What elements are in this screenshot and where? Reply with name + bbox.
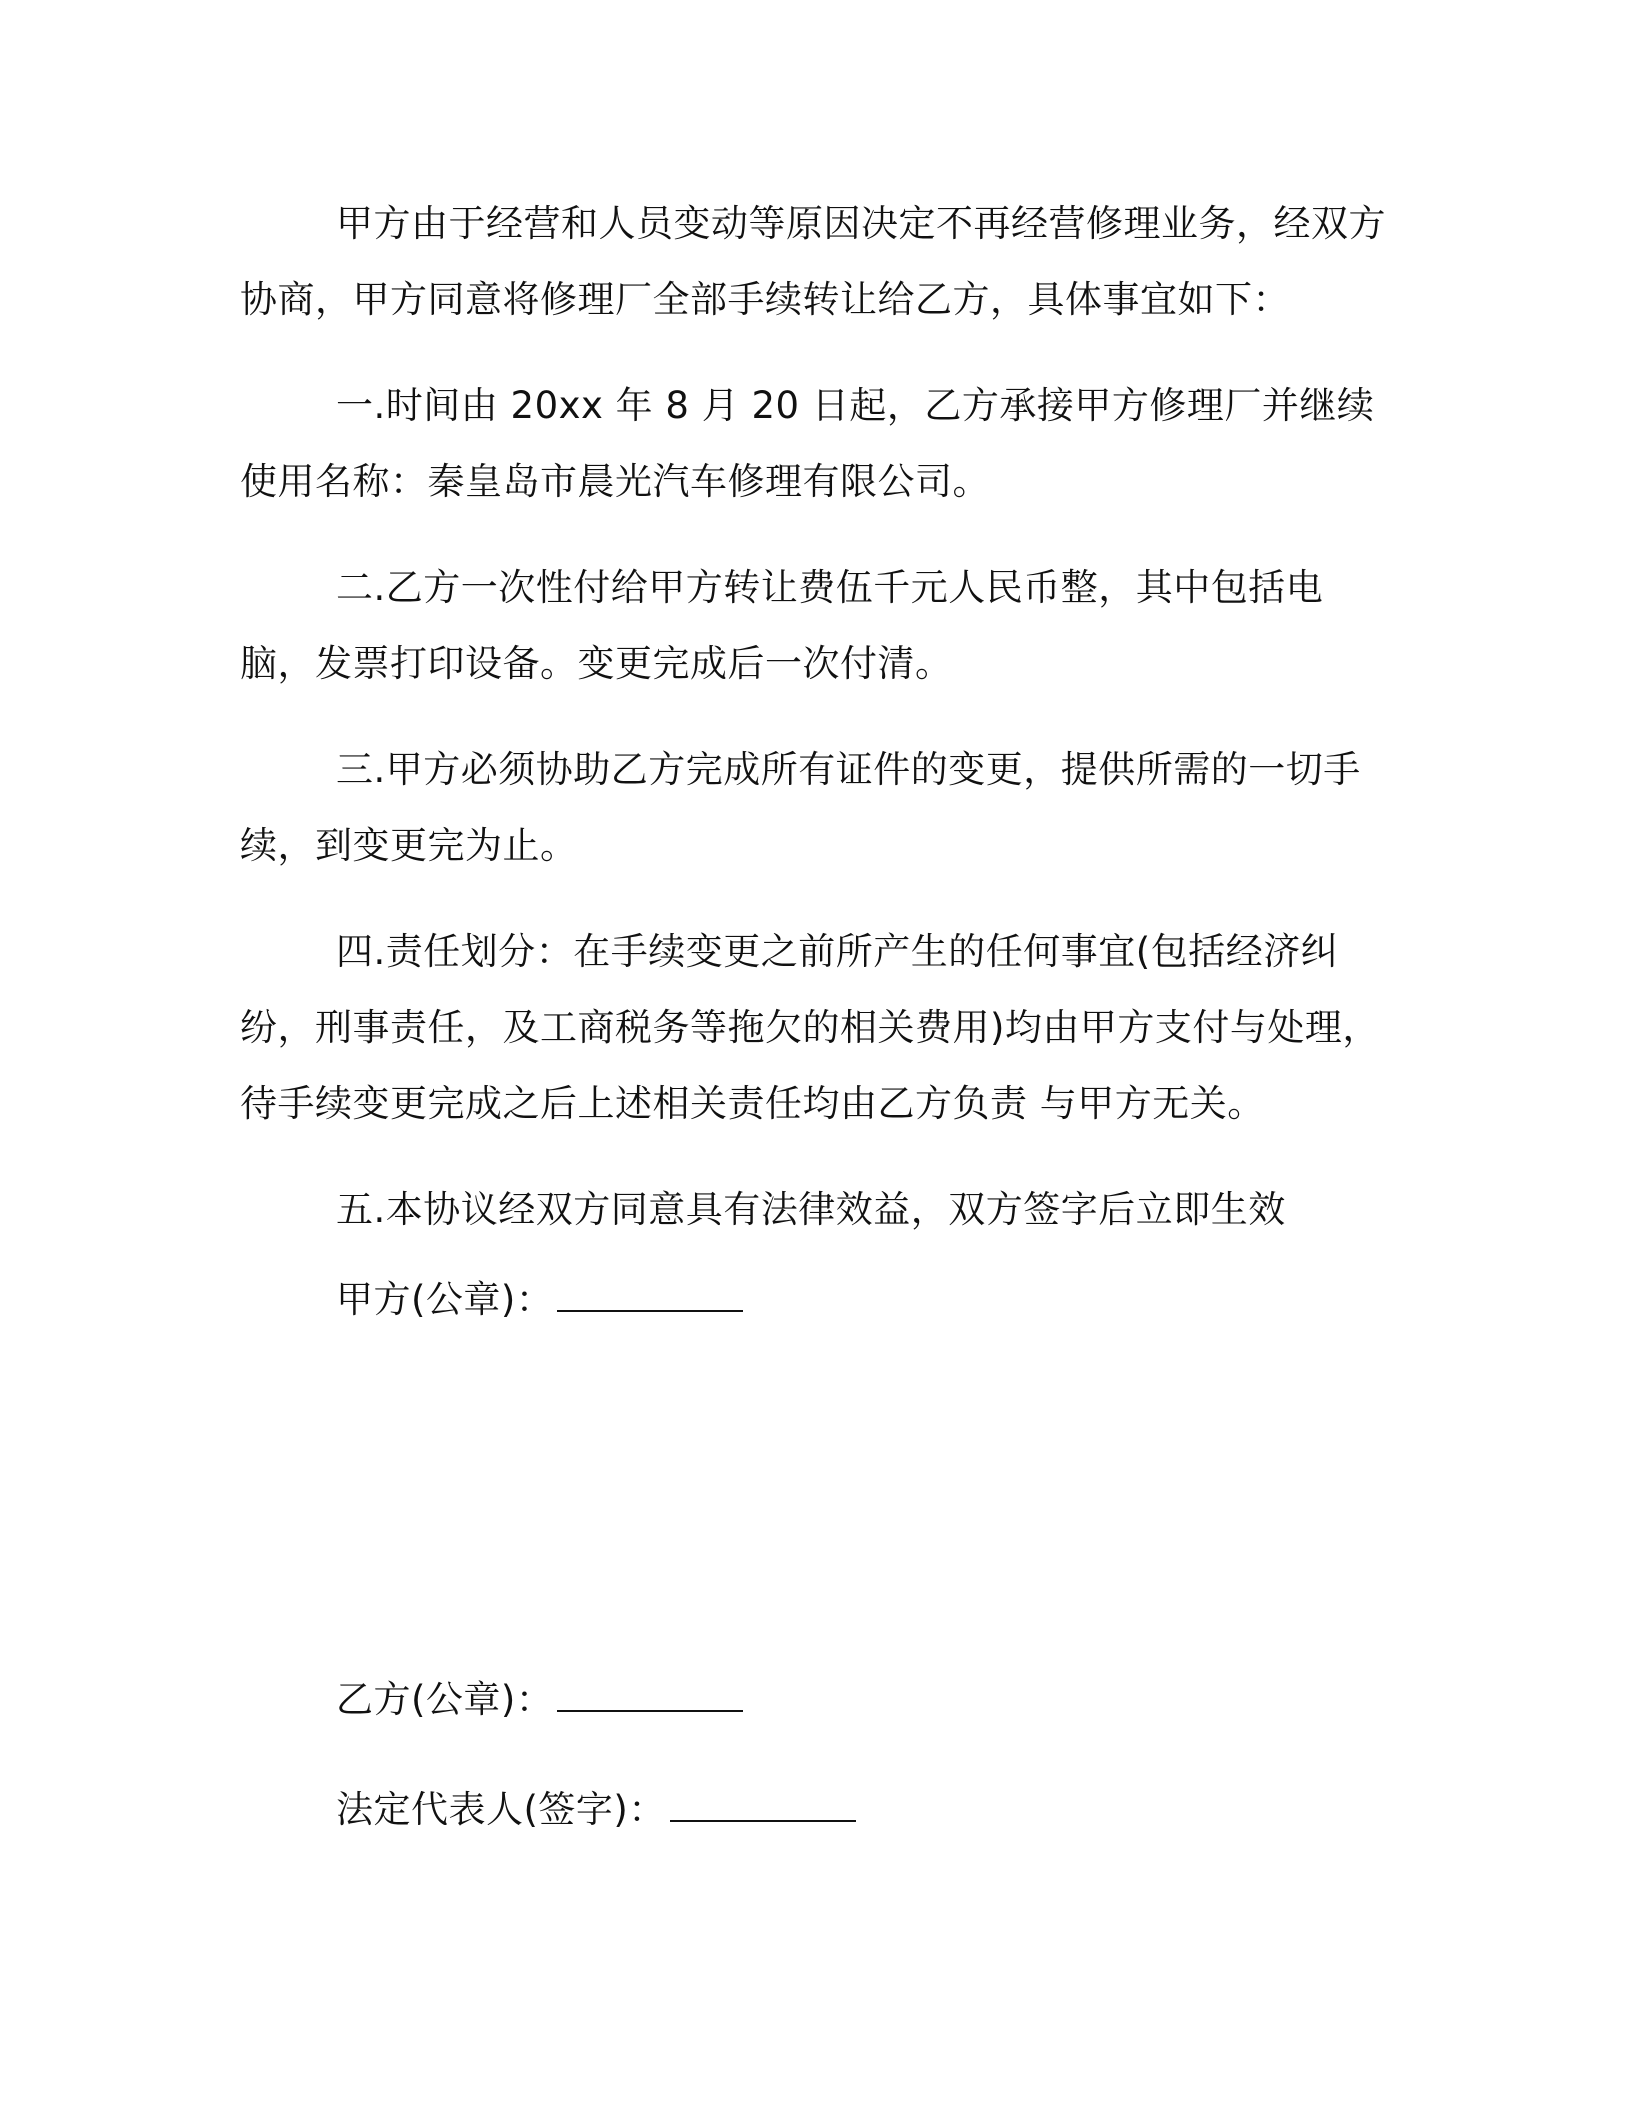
paragraph-clause-5: 五.本协议经双方同意具有法律效益，双方签字后立即生效 bbox=[336, 1188, 1286, 1231]
paragraph-clause-2: 二.乙方一次性付给甲方转让费伍千元人民币整，其中包括电脑，发票打印设备。变更完成后一次付清。 bbox=[240, 566, 1324, 685]
legal-rep-signature-line bbox=[336, 1772, 856, 1848]
legal-rep-signature-blank bbox=[670, 1790, 856, 1822]
party-b-signature-line bbox=[336, 1662, 743, 1738]
party-a-label: 甲方(公章)： bbox=[336, 1278, 554, 1321]
paragraph-intro: 甲方由于经营和人员变动等原因决定不再经营修理业务，经双方协商，甲方同意将修理厂全部手续转让给乙方，具体事宜如下： bbox=[240, 202, 1386, 321]
party-a-signature-line bbox=[336, 1262, 743, 1338]
document-body bbox=[240, 186, 1390, 1278]
party-b-label: 乙方(公章)： bbox=[336, 1678, 554, 1721]
paragraph-clause-1: 一.时间由 20xx 年 8 月 20 日起，乙方承接甲方修理厂并继续使用名称：秦皇岛市晨光汽车修理有限公司。 bbox=[240, 384, 1375, 503]
party-a-signature-blank bbox=[557, 1280, 743, 1312]
party-b-signature-blank bbox=[557, 1680, 743, 1712]
paragraph-clause-3: 三.甲方必须协助乙方完成所有证件的变更，提供所需的一切手续，到变更完为止。 bbox=[240, 748, 1361, 867]
paragraph-clause-4: 四.责任划分：在手续变更之前所产生的任何事宜(包括经济纠纷，刑事责任，及工商税务等拖欠的相关费用)均由甲方支付与处理，待手续变更完成之后上述相关责任均由乙方负责 与甲方无关。 bbox=[240, 930, 1380, 1125]
legal-rep-label: 法定代表人(签字)： bbox=[336, 1788, 666, 1831]
